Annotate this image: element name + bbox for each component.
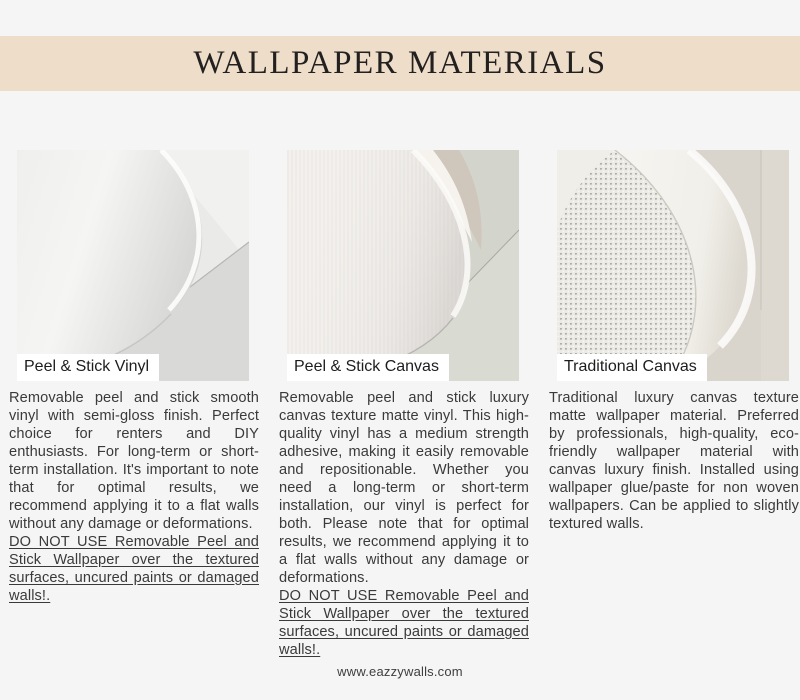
material-description: Removable peel and stick luxury canvas texture matte vinyl. This high-quality vinyl has a medium strength adhesive, making it easily removable and repositionable. Whether you need a long-term or short-term installation, our vinyl is perfect for both. Please note that for optimal results, we recommend applying it to a flat walls without any damage or deformations.	[279, 390, 529, 586]
material-label-chip: Peel & Stick Canvas	[287, 354, 449, 381]
material-label-chip: Traditional Canvas	[557, 354, 707, 381]
material-card-traditional-canvas	[549, 150, 799, 659]
material-card-peel-stick-canvas	[279, 150, 529, 659]
rolled-traditional-canvas-illustration	[557, 150, 789, 381]
material-label-chip: Peel & Stick Vinyl	[17, 354, 159, 381]
materials-columns	[0, 150, 800, 659]
material-warning-underlined: DO NOT USE Removable Peel and Stick Wallpaper over the textured surfaces, uncured paints or damaged walls!.	[279, 588, 529, 658]
curled-vinyl-sheet-illustration	[17, 150, 249, 381]
header-band	[0, 36, 800, 91]
material-description: Traditional luxury canvas texture matte wallpaper material. Preferred by professionals, high-quality, eco-friendly wallpaper material with canvas luxury finish. Installed using wallpaper glue/paste for non woven wallpapers. Can be applied to slightly textured walls.	[549, 390, 799, 532]
page-title: WALLPAPER MATERIALS	[193, 45, 607, 81]
curled-canvas-sheet-illustration	[287, 150, 519, 381]
material-card-peel-stick-vinyl	[9, 150, 259, 659]
material-warning-underlined: DO NOT USE Removable Peel and Stick Wallpaper over the textured surfaces, uncured paints or damaged walls!.	[9, 534, 259, 604]
material-photo-peel-stick-vinyl	[17, 150, 249, 381]
website-url: www.eazzywalls.com	[337, 664, 463, 679]
material-photo-traditional-canvas	[557, 150, 789, 381]
footer	[0, 664, 800, 679]
material-photo-peel-stick-canvas	[287, 150, 519, 381]
material-description: Removable peel and stick smooth vinyl with semi-gloss finish. Perfect choice for renters and DIY enthusiasts. For long-term or short-term installation. It's important to note that for optimal results, we recommend applying it to a flat walls without any damage or deformations.	[9, 390, 259, 532]
